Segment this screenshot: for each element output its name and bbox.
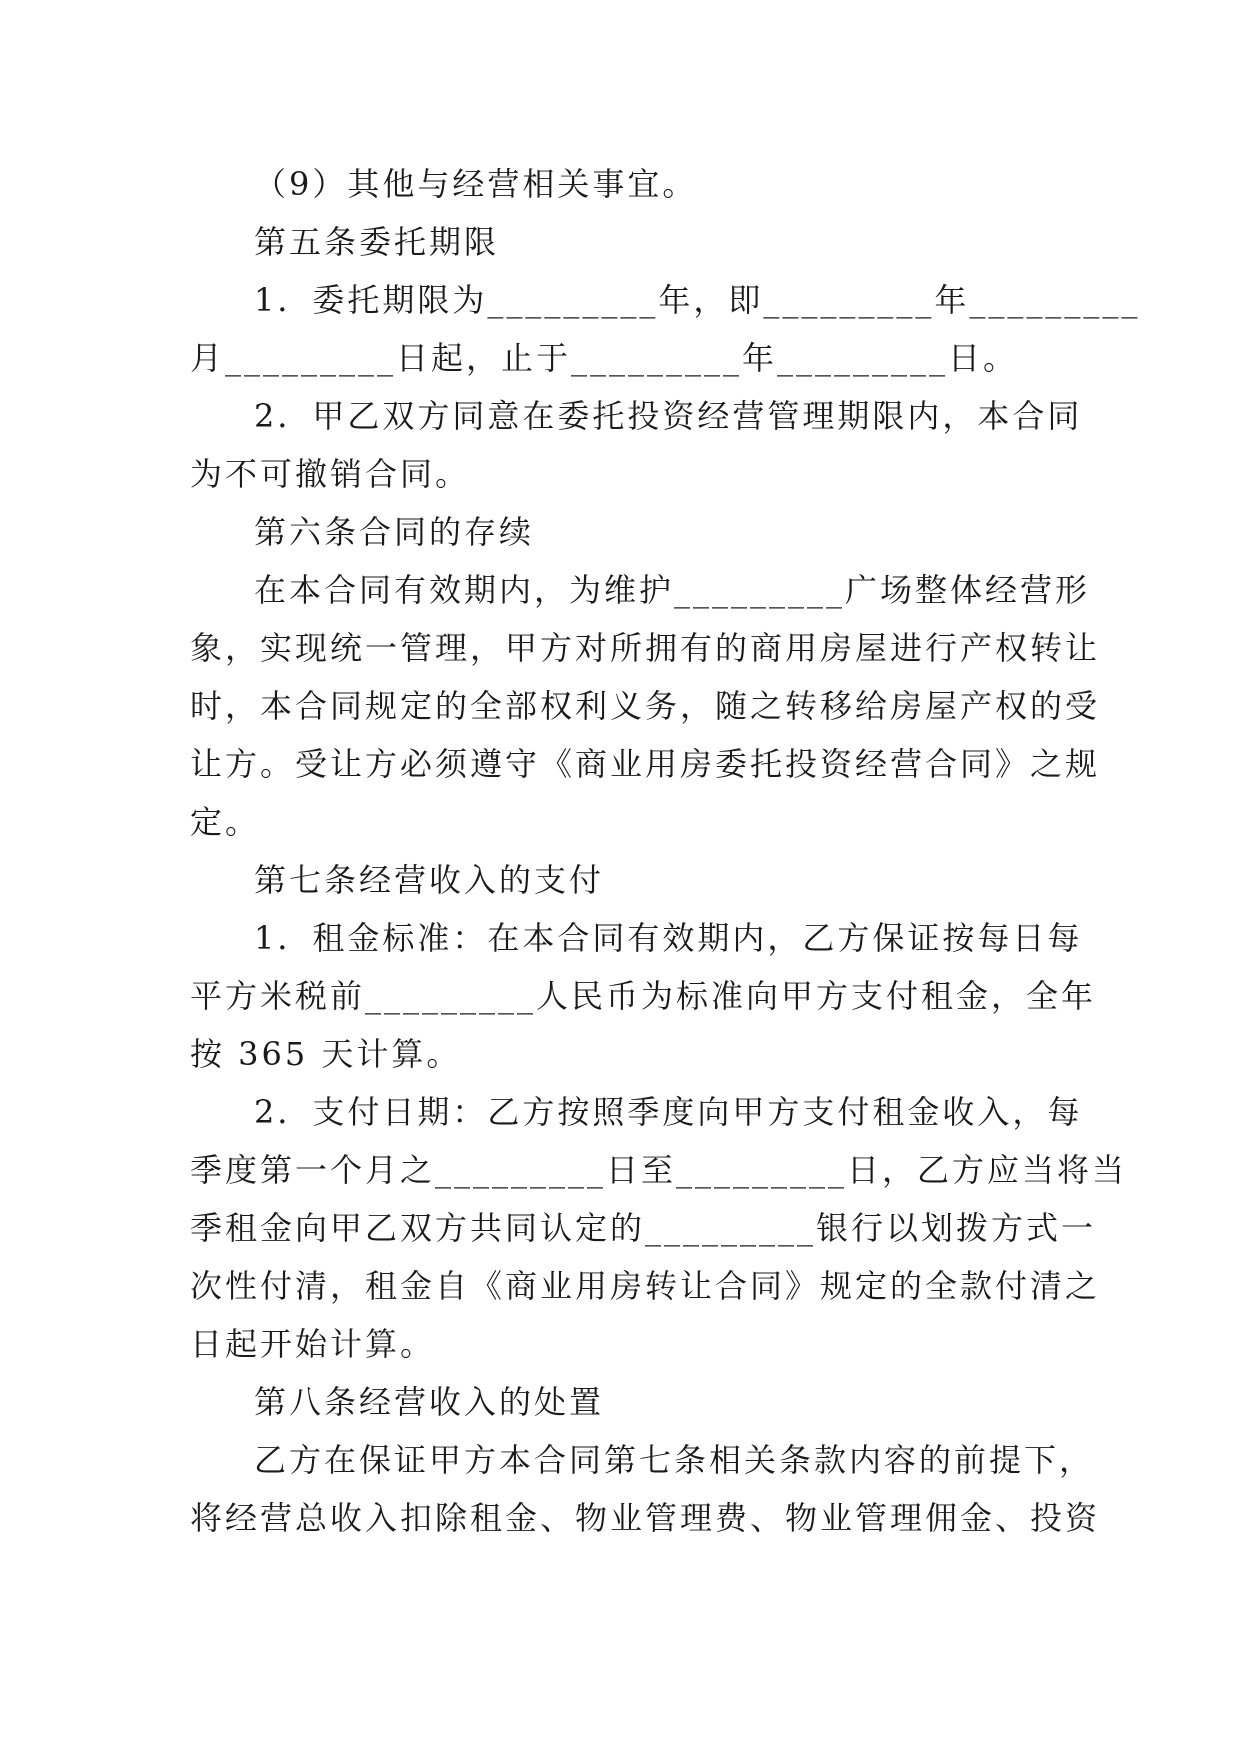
article-8-paragraph-cont: 将经营总收入扣除租金、物业管理费、物业管理佣金、投资	[190, 1499, 1101, 1537]
article-5-heading: 第五条委托期限	[254, 223, 500, 261]
article-5-item-2-cont: 为不可撤销合同。	[190, 455, 471, 493]
article-6-paragraph-cont: 定。	[190, 803, 261, 841]
article-6-heading: 第六条合同的存续	[254, 513, 535, 551]
article-7-item-1-cont: 按 365 天计算。	[190, 1035, 462, 1073]
document-page	[190, 155, 1141, 1547]
article-5-item-1: 1．委托期限为_________年，即_________年_________	[254, 281, 1141, 319]
article-7-item-2: 2．支付日期：乙方按照季度向甲方支付租金收入，每	[254, 1093, 1083, 1131]
article-6-paragraph-cont: 时，本合同规定的全部权利义务，随之转移给房屋产权的受	[190, 687, 1101, 725]
article-5-item-2: 2．甲乙双方同意在委托投资经营管理期限内，本合同	[254, 397, 1083, 435]
article-7-item-1: 1．租金标准：在本合同有效期内，乙方保证按每日每	[254, 919, 1083, 957]
article-7-item-2-cont: 日起开始计算。	[190, 1325, 436, 1363]
article-7-item-2-cont: 季度第一个月之_________日至_________日，乙方应当将当	[190, 1151, 1128, 1189]
article-7-item-1-cont: 平方米税前_________人民币为标准向甲方支付租金，全年	[190, 977, 1097, 1015]
article-8-paragraph: 乙方在保证甲方本合同第七条相关条款内容的前提下，	[254, 1441, 1095, 1479]
article-6-paragraph-cont: 象，实现统一管理，甲方对所拥有的商用房屋进行产权转让	[190, 629, 1101, 667]
article-7-item-2-cont: 次性付清，租金自《商业用房转让合同》规定的全款付清之	[190, 1267, 1101, 1305]
article-7-item-2-cont: 季租金向甲乙双方共同认定的_________银行以划拨方式一	[190, 1209, 1097, 1247]
article-8-heading: 第八条经营收入的处置	[254, 1383, 605, 1421]
article-6-paragraph-cont: 让方。受让方必须遵守《商业用房委托投资经营合同》之规	[190, 745, 1101, 783]
clause-item-9: （9）其他与经营相关事宜。	[254, 165, 698, 203]
article-6-paragraph: 在本合同有效期内，为维护_________广场整体经营形	[254, 571, 1091, 609]
article-7-heading: 第七条经营收入的支付	[254, 861, 605, 899]
article-5-item-1-cont: 月_________日起，止于_________年_________日。	[190, 339, 1019, 377]
